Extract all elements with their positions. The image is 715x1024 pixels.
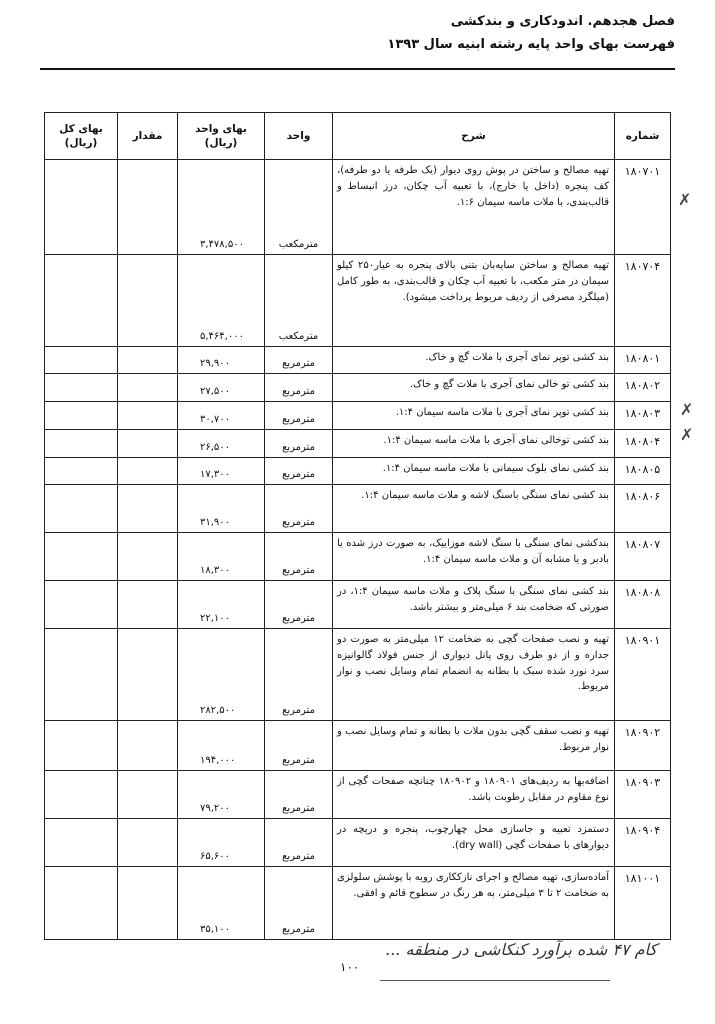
row-desc: بند کشی نمای سنگی با سنگ پلاک و ملات ماسه سیمان ۱:۴، در صورتی که ضخامت بند ۶ میلی‌متر و بیشتر باشد. xyxy=(333,581,615,629)
row-qty xyxy=(118,629,178,721)
row-price: ۷۹,۲۰۰ xyxy=(178,771,265,819)
table-row xyxy=(45,255,671,347)
table-row xyxy=(45,485,671,533)
col-unit-price-header: بهای واحد (ریال) xyxy=(178,113,265,160)
row-code: ۱۸۰۹۰۳ xyxy=(615,771,671,819)
table-row xyxy=(45,721,671,771)
row-code: ۱۸۰۹۰۲ xyxy=(615,721,671,771)
col-total-header: بهای کل (ریال) xyxy=(45,113,118,160)
handwritten-check-mark: ✗ xyxy=(680,400,694,419)
table-row xyxy=(45,867,671,940)
table-row xyxy=(45,771,671,819)
row-desc: بند کشی نمای سنگی باسنگ لاشه و ملات ماسه سیمان ۱:۴. xyxy=(333,485,615,533)
table-row xyxy=(45,430,671,458)
row-code: ۱۸۰۸۰۸ xyxy=(615,581,671,629)
row-code: ۱۸۰۹۰۴ xyxy=(615,819,671,867)
table-row xyxy=(45,581,671,629)
row-desc: اضافه‌بها به ردیف‌های ۱۸۰۹۰۱ و ۱۸۰۹۰۲ چنانچه صفحات گچی از نوع مقاوم در مقابل رطوبت باشد. xyxy=(333,771,615,819)
row-price: ۲۸۲,۵۰۰ xyxy=(178,629,265,721)
row-total xyxy=(45,721,118,771)
row-desc: بند کشی تو خالی نمای آجری با ملات گچ و خاک. xyxy=(333,374,615,402)
row-qty xyxy=(118,485,178,533)
col-unit-header: واحد xyxy=(265,113,333,160)
row-qty xyxy=(118,819,178,867)
row-code: ۱۸۰۸۰۲ xyxy=(615,374,671,402)
row-qty xyxy=(118,581,178,629)
row-qty xyxy=(118,160,178,255)
col-desc-header: شرح xyxy=(333,113,615,160)
row-total xyxy=(45,458,118,485)
row-qty xyxy=(118,255,178,347)
row-unit: مترمربع xyxy=(265,819,333,867)
row-unit: مترمربع xyxy=(265,581,333,629)
price-table xyxy=(44,112,671,940)
row-total xyxy=(45,819,118,867)
row-unit: مترمربع xyxy=(265,771,333,819)
row-desc: تهیه مصالح و ساختن در پوش روی دیوار (یک طرفه یا دو طرفه)، کف پنجره (داخل یا خارج)، با تعبیه آب چکان، درز انبساط و قالب‌بندی، با ملات ماسه سیمان ۱:۶. xyxy=(333,160,615,255)
row-price: ۵,۴۶۴,۰۰۰ xyxy=(178,255,265,347)
row-unit: مترمربع xyxy=(265,458,333,485)
row-unit: مترمربع xyxy=(265,533,333,581)
row-total xyxy=(45,485,118,533)
handwritten-check-mark: ✗ xyxy=(678,190,692,209)
row-code: ۱۸۰۸۰۱ xyxy=(615,347,671,374)
row-total xyxy=(45,160,118,255)
row-price: ۲۲,۱۰۰ xyxy=(178,581,265,629)
row-qty xyxy=(118,430,178,458)
row-desc: تهیه و نصب سقف گچی بدون ملات با بطانه و تمام وسایل نصب و نوار مربوط. xyxy=(333,721,615,771)
table-row xyxy=(45,160,671,255)
row-unit: مترمکعب xyxy=(265,255,333,347)
document-header xyxy=(387,14,675,52)
row-price: ۱۷,۳۰۰ xyxy=(178,458,265,485)
row-total xyxy=(45,533,118,581)
row-total xyxy=(45,255,118,347)
row-total xyxy=(45,374,118,402)
row-price: ۲۶,۵۰۰ xyxy=(178,430,265,458)
row-price: ۳۵,۱۰۰ xyxy=(178,867,265,940)
table-header-row xyxy=(45,113,671,160)
row-qty xyxy=(118,533,178,581)
row-code: ۱۸۰۸۰۷ xyxy=(615,533,671,581)
row-unit: مترمربع xyxy=(265,430,333,458)
row-price: ۱۹۴,۰۰۰ xyxy=(178,721,265,771)
row-desc: بند کشی توخالی نمای آجری با ملات ماسه سیمان ۱:۴. xyxy=(333,430,615,458)
row-qty xyxy=(118,721,178,771)
row-total xyxy=(45,430,118,458)
handwritten-check-mark: ✗ xyxy=(680,425,694,444)
table-row xyxy=(45,819,671,867)
row-code: ۱۸۰۷۰۴ xyxy=(615,255,671,347)
handwritten-note: کام ۴۷ شده برآورد کنکاشی در منطقه ... xyxy=(385,940,657,959)
row-unit: مترمربع xyxy=(265,629,333,721)
row-unit: مترمکعب xyxy=(265,160,333,255)
row-price: ۲۹,۹۰۰ xyxy=(178,347,265,374)
page-number: ۱۰۰ xyxy=(340,960,360,974)
row-unit: مترمربع xyxy=(265,402,333,430)
price-list-title: فهرست بهای واحد پایه رشته ابنیه سال ۱۳۹۳ xyxy=(387,37,675,52)
row-code: ۱۸۰۸۰۵ xyxy=(615,458,671,485)
row-qty xyxy=(118,347,178,374)
chapter-title: فصل هجدهم. اندودکاری و بندکشی xyxy=(450,14,675,29)
row-code: ۱۸۰۷۰۱ xyxy=(615,160,671,255)
row-total xyxy=(45,402,118,430)
row-code: ۱۸۰۸۰۶ xyxy=(615,485,671,533)
row-price: ۳۰,۷۰۰ xyxy=(178,402,265,430)
row-code: ۱۸۰۹۰۱ xyxy=(615,629,671,721)
row-price: ۳۱,۹۰۰ xyxy=(178,485,265,533)
row-price: ۶۵,۶۰۰ xyxy=(178,819,265,867)
row-unit: مترمربع xyxy=(265,485,333,533)
row-desc: تهیه مصالح و ساختن سایه‌بان بتنی بالای پنجره به عیار۲۵۰ کیلو سیمان در متر مکعب، با تعبیه آب چکان و قالب‌بندی، به طور کامل (میلگرد مصرفی از ردیف مربوط پرداخت میشود). xyxy=(333,255,615,347)
row-unit: مترمربع xyxy=(265,347,333,374)
row-desc: بندکشی نمای سنگی با سنگ لاشه موزاییک، به صورت درز شده یا بادبر و یا مشابه آن و ملات ماسه سیمان ۱:۴. xyxy=(333,533,615,581)
row-desc: آماده‌سازی، تهیه مصالح و اجرای نازککاری رویه با پوشش سلولزی به ضخامت ۲ تا ۳ میلی‌متر، به هر رنگ در سطوح قائم و افقی. xyxy=(333,867,615,940)
table-row xyxy=(45,347,671,374)
row-qty xyxy=(118,402,178,430)
row-code: ۱۸۰۸۰۳ xyxy=(615,402,671,430)
row-desc: بند کشی نمای بلوک سیمانی با ملات ماسه سیمان ۱:۴. xyxy=(333,458,615,485)
row-total xyxy=(45,581,118,629)
table-row xyxy=(45,374,671,402)
row-desc: بند کشی توپر نمای آجری با ملات ماسه سیمان ۱:۴. xyxy=(333,402,615,430)
row-unit: مترمربع xyxy=(265,374,333,402)
table-row xyxy=(45,402,671,430)
row-code: ۱۸۱۰۰۱ xyxy=(615,867,671,940)
col-qty-header: مقدار xyxy=(118,113,178,160)
row-desc: بند کشی توپر نمای آجری با ملات گچ و خاک. xyxy=(333,347,615,374)
header-rule xyxy=(40,68,675,70)
row-price: ۳,۴۷۸,۵۰۰ xyxy=(178,160,265,255)
row-total xyxy=(45,867,118,940)
row-qty xyxy=(118,867,178,940)
row-price: ۲۷,۵۰۰ xyxy=(178,374,265,402)
row-price: ۱۸,۳۰۰ xyxy=(178,533,265,581)
row-total xyxy=(45,347,118,374)
table-row xyxy=(45,629,671,721)
row-total xyxy=(45,771,118,819)
table-row xyxy=(45,533,671,581)
row-desc: تهیه و نصب صفحات گچی به ضخامت ۱۲ میلی‌متر به صورت دو جداره و از دو طرف روی پانل دیواری از جنس فولاد گالوانیزه سرد نورد شده سبک با بطانه به انضمام تمام وسایل نصب و نوار مربوط. xyxy=(333,629,615,721)
row-total xyxy=(45,629,118,721)
footer-rule xyxy=(380,980,610,981)
row-code: ۱۸۰۸۰۴ xyxy=(615,430,671,458)
row-qty xyxy=(118,771,178,819)
col-code-header: شماره xyxy=(615,113,671,160)
row-unit: مترمربع xyxy=(265,721,333,771)
row-desc: دستمزد تعبیه و جاسازی محل چهارچوب، پنجره و دریچه در دیوارهای با صفحات گچی (dry wall). xyxy=(333,819,615,867)
table-row xyxy=(45,458,671,485)
row-unit: مترمربع xyxy=(265,867,333,940)
row-qty xyxy=(118,458,178,485)
row-qty xyxy=(118,374,178,402)
